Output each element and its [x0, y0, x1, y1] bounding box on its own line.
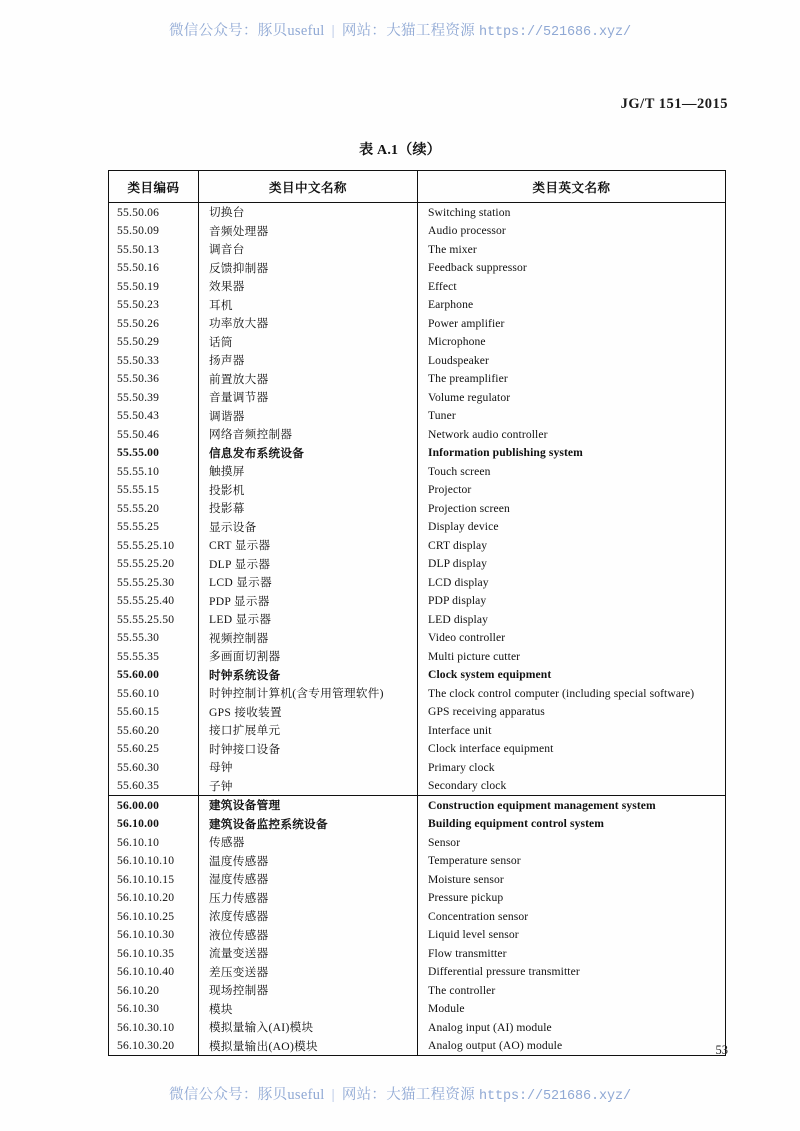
cell-category-code: 56.10.10.25 — [109, 907, 199, 926]
cell-chinese-name: PDP 显示器 — [199, 592, 418, 611]
cell-english-name: Interface unit — [418, 721, 726, 740]
cell-category-code: 55.55.25.10 — [109, 536, 199, 555]
cell-english-name: Liquid level sensor — [418, 926, 726, 945]
cell-english-name: GPS receiving apparatus — [418, 703, 726, 722]
table-row — [109, 499, 726, 518]
cell-category-code: 55.55.35 — [109, 647, 199, 666]
table-row — [109, 444, 726, 463]
watermark-wechat-label: 微信公众号：豚贝useful — [168, 23, 325, 39]
cell-chinese-name: 时钟控制计算机(含专用管理软件) — [199, 684, 418, 703]
cell-chinese-name: 压力传感器 — [199, 889, 418, 908]
table-row — [109, 536, 726, 555]
cell-english-name: Projector — [418, 481, 726, 500]
table-row — [109, 240, 726, 259]
cell-category-code: 55.55.20 — [109, 499, 199, 518]
cell-english-name: Feedback suppressor — [418, 259, 726, 278]
cell-chinese-name: 话筒 — [199, 333, 418, 352]
cell-category-code: 55.50.39 — [109, 388, 199, 407]
catalog-table-container — [108, 170, 725, 1056]
cell-chinese-name: 投影幕 — [199, 499, 418, 518]
cell-chinese-name: 时钟系统设备 — [199, 666, 418, 685]
cell-english-name: Network audio controller — [418, 425, 726, 444]
watermark-wechat-label: 微信公众号：豚贝useful — [168, 1087, 325, 1103]
cell-chinese-name: 子钟 — [199, 777, 418, 796]
cell-category-code: 56.10.10.15 — [109, 870, 199, 889]
table-row — [109, 721, 726, 740]
cell-english-name: Moisture sensor — [418, 870, 726, 889]
cell-english-name: Tuner — [418, 407, 726, 426]
cell-category-code: 55.50.33 — [109, 351, 199, 370]
table-row — [109, 259, 726, 278]
table-row — [109, 462, 726, 481]
cell-english-name: Analog input (AI) module — [418, 1018, 726, 1037]
cell-chinese-name: 投影机 — [199, 481, 418, 500]
cell-category-code: 55.60.00 — [109, 666, 199, 685]
table-row — [109, 1037, 726, 1056]
cell-english-name: LED display — [418, 610, 726, 629]
table-row — [109, 944, 726, 963]
watermark-site-label: 网站：大猫工程资源 — [341, 1087, 476, 1103]
cell-chinese-name: 流量变送器 — [199, 944, 418, 963]
watermark-bottom — [0, 1083, 800, 1104]
cell-english-name: Power amplifier — [418, 314, 726, 333]
cell-category-code: 55.50.19 — [109, 277, 199, 296]
table-row — [109, 852, 726, 871]
table-row — [109, 314, 726, 333]
cell-category-code: 55.60.35 — [109, 777, 199, 796]
cell-english-name: The mixer — [418, 240, 726, 259]
table-row — [109, 889, 726, 908]
cell-category-code: 56.00.00 — [109, 796, 199, 815]
table-row — [109, 518, 726, 537]
cell-english-name: Projection screen — [418, 499, 726, 518]
table-row — [109, 870, 726, 889]
cell-category-code: 56.10.10.35 — [109, 944, 199, 963]
cell-english-name: DLP display — [418, 555, 726, 574]
cell-english-name: CRT display — [418, 536, 726, 555]
cell-category-code: 56.10.30 — [109, 1000, 199, 1019]
cell-english-name: Audio processor — [418, 222, 726, 241]
cell-chinese-name: 浓度传感器 — [199, 907, 418, 926]
cell-english-name: The clock control computer (including special software) — [418, 684, 726, 703]
table-row — [109, 703, 726, 722]
cell-chinese-name: 建筑设备管理 — [199, 796, 418, 815]
cell-english-name: LCD display — [418, 573, 726, 592]
cell-english-name: Building equipment control system — [418, 815, 726, 834]
column-header-chinese-name: 类目中文名称 — [199, 171, 418, 203]
cell-category-code: 55.50.09 — [109, 222, 199, 241]
table-row — [109, 666, 726, 685]
table-row — [109, 926, 726, 945]
cell-english-name: Information publishing system — [418, 444, 726, 463]
table-row — [109, 407, 726, 426]
table-row — [109, 333, 726, 352]
table-row — [109, 351, 726, 370]
cell-category-code: 55.55.15 — [109, 481, 199, 500]
cell-chinese-name: 传感器 — [199, 833, 418, 852]
cell-english-name: Flow transmitter — [418, 944, 726, 963]
cell-english-name: Display device — [418, 518, 726, 537]
cell-category-code: 56.10.10.20 — [109, 889, 199, 908]
cell-english-name: Temperature sensor — [418, 852, 726, 871]
cell-category-code: 55.50.46 — [109, 425, 199, 444]
cell-english-name: Video controller — [418, 629, 726, 648]
cell-chinese-name: 前置放大器 — [199, 370, 418, 389]
cell-chinese-name: 现场控制器 — [199, 981, 418, 1000]
table-row — [109, 203, 726, 222]
cell-chinese-name: 切换台 — [199, 203, 418, 222]
table-row — [109, 555, 726, 574]
cell-category-code: 55.50.26 — [109, 314, 199, 333]
cell-chinese-name: 音频处理器 — [199, 222, 418, 241]
table-row — [109, 610, 726, 629]
cell-category-code: 55.55.25.40 — [109, 592, 199, 611]
cell-category-code: 55.50.43 — [109, 407, 199, 426]
cell-english-name: Loudspeaker — [418, 351, 726, 370]
cell-category-code: 56.10.30.20 — [109, 1037, 199, 1056]
cell-category-code: 55.50.23 — [109, 296, 199, 315]
standard-number: JG/T 151—2015 — [620, 96, 728, 112]
cell-english-name: Multi picture cutter — [418, 647, 726, 666]
watermark-url: https://521686.xyz/ — [478, 25, 631, 40]
cell-chinese-name: 模块 — [199, 1000, 418, 1019]
cell-chinese-name: 扬声器 — [199, 351, 418, 370]
table-row — [109, 833, 726, 852]
cell-english-name: Clock interface equipment — [418, 740, 726, 759]
cell-english-name: Microphone — [418, 333, 726, 352]
table-row — [109, 277, 726, 296]
table-row — [109, 388, 726, 407]
cell-chinese-name: LED 显示器 — [199, 610, 418, 629]
cell-chinese-name: 建筑设备监控系统设备 — [199, 815, 418, 834]
cell-chinese-name: LCD 显示器 — [199, 573, 418, 592]
column-header-code: 类目编码 — [109, 171, 199, 203]
cell-english-name: Sensor — [418, 833, 726, 852]
watermark-separator: | — [331, 1087, 335, 1103]
cell-chinese-name: 温度传感器 — [199, 852, 418, 871]
table-row — [109, 481, 726, 500]
table-row — [109, 907, 726, 926]
cell-category-code: 55.60.15 — [109, 703, 199, 722]
watermark-site-label: 网站：大猫工程资源 — [341, 23, 476, 39]
table-row — [109, 573, 726, 592]
cell-category-code: 55.60.20 — [109, 721, 199, 740]
cell-category-code: 55.55.30 — [109, 629, 199, 648]
cell-chinese-name: 效果器 — [199, 277, 418, 296]
table-row — [109, 981, 726, 1000]
cell-english-name: Primary clock — [418, 758, 726, 777]
cell-english-name: Module — [418, 1000, 726, 1019]
cell-chinese-name: 音量调节器 — [199, 388, 418, 407]
cell-category-code: 55.55.00 — [109, 444, 199, 463]
cell-chinese-name: 触摸屏 — [199, 462, 418, 481]
cell-english-name: Clock system equipment — [418, 666, 726, 685]
cell-category-code: 56.10.20 — [109, 981, 199, 1000]
table-row — [109, 425, 726, 444]
table-row — [109, 629, 726, 648]
cell-english-name: Pressure pickup — [418, 889, 726, 908]
cell-chinese-name: DLP 显示器 — [199, 555, 418, 574]
cell-english-name: Volume regulator — [418, 388, 726, 407]
table-row — [109, 592, 726, 611]
cell-category-code: 56.10.10 — [109, 833, 199, 852]
table-row — [109, 815, 726, 834]
cell-chinese-name: GPS 接收装置 — [199, 703, 418, 722]
table-row — [109, 777, 726, 796]
table-row — [109, 1000, 726, 1019]
cell-chinese-name: 视频控制器 — [199, 629, 418, 648]
table-row — [109, 796, 726, 815]
watermark-url: https://521686.xyz/ — [478, 1089, 631, 1104]
table-row — [109, 684, 726, 703]
column-header-english-name: 类目英文名称 — [418, 171, 726, 203]
cell-category-code: 56.10.10.30 — [109, 926, 199, 945]
cell-english-name: Analog output (AO) module — [418, 1037, 726, 1056]
cell-category-code: 56.10.10.10 — [109, 852, 199, 871]
table-header-row — [109, 171, 726, 203]
cell-category-code: 56.10.00 — [109, 815, 199, 834]
cell-category-code: 56.10.30.10 — [109, 1018, 199, 1037]
cell-chinese-name: 母钟 — [199, 758, 418, 777]
cell-category-code: 55.60.30 — [109, 758, 199, 777]
cell-english-name: Effect — [418, 277, 726, 296]
cell-category-code: 55.60.25 — [109, 740, 199, 759]
table-row — [109, 963, 726, 982]
cell-category-code: 55.60.10 — [109, 684, 199, 703]
cell-category-code: 55.50.16 — [109, 259, 199, 278]
cell-chinese-name: 调谐器 — [199, 407, 418, 426]
cell-chinese-name: 网络音频控制器 — [199, 425, 418, 444]
table-row — [109, 222, 726, 241]
table-row — [109, 758, 726, 777]
table-body — [109, 203, 726, 1056]
watermark-separator: | — [331, 23, 335, 39]
cell-category-code: 55.50.06 — [109, 203, 199, 222]
cell-chinese-name: 模拟量输入(AI)模块 — [199, 1018, 418, 1037]
cell-english-name: Construction equipment management system — [418, 796, 726, 815]
cell-category-code: 55.50.13 — [109, 240, 199, 259]
cell-category-code: 55.50.36 — [109, 370, 199, 389]
watermark-top — [0, 19, 800, 40]
cell-chinese-name: 接口扩展单元 — [199, 721, 418, 740]
cell-chinese-name: 液位传感器 — [199, 926, 418, 945]
table-row — [109, 1018, 726, 1037]
cell-category-code: 55.55.25.50 — [109, 610, 199, 629]
cell-category-code: 55.55.25.20 — [109, 555, 199, 574]
cell-category-code: 55.50.29 — [109, 333, 199, 352]
page-number: 53 — [715, 1043, 728, 1057]
cell-category-code: 55.55.25.30 — [109, 573, 199, 592]
cell-english-name: Concentration sensor — [418, 907, 726, 926]
cell-chinese-name: CRT 显示器 — [199, 536, 418, 555]
cell-category-code: 56.10.10.40 — [109, 963, 199, 982]
table-header — [109, 171, 726, 203]
catalog-table — [108, 170, 726, 1056]
cell-chinese-name: 信息发布系统设备 — [199, 444, 418, 463]
cell-category-code: 55.55.25 — [109, 518, 199, 537]
cell-english-name: PDP display — [418, 592, 726, 611]
cell-english-name: The preamplifier — [418, 370, 726, 389]
cell-chinese-name: 时钟接口设备 — [199, 740, 418, 759]
cell-english-name: Earphone — [418, 296, 726, 315]
cell-chinese-name: 湿度传感器 — [199, 870, 418, 889]
cell-chinese-name: 反馈抑制器 — [199, 259, 418, 278]
cell-chinese-name: 调音台 — [199, 240, 418, 259]
cell-chinese-name: 模拟量输出(AO)模块 — [199, 1037, 418, 1056]
table-caption: 表 A.1（续） — [359, 143, 441, 158]
table-row — [109, 370, 726, 389]
cell-english-name: The controller — [418, 981, 726, 1000]
cell-chinese-name: 多画面切割器 — [199, 647, 418, 666]
table-row — [109, 740, 726, 759]
table-row — [109, 296, 726, 315]
cell-english-name: Touch screen — [418, 462, 726, 481]
cell-chinese-name: 差压变送器 — [199, 963, 418, 982]
table-row — [109, 647, 726, 666]
cell-chinese-name: 显示设备 — [199, 518, 418, 537]
cell-category-code: 55.55.10 — [109, 462, 199, 481]
cell-english-name: Secondary clock — [418, 777, 726, 796]
cell-chinese-name: 耳机 — [199, 296, 418, 315]
cell-english-name: Switching station — [418, 203, 726, 222]
cell-english-name: Differential pressure transmitter — [418, 963, 726, 982]
cell-chinese-name: 功率放大器 — [199, 314, 418, 333]
